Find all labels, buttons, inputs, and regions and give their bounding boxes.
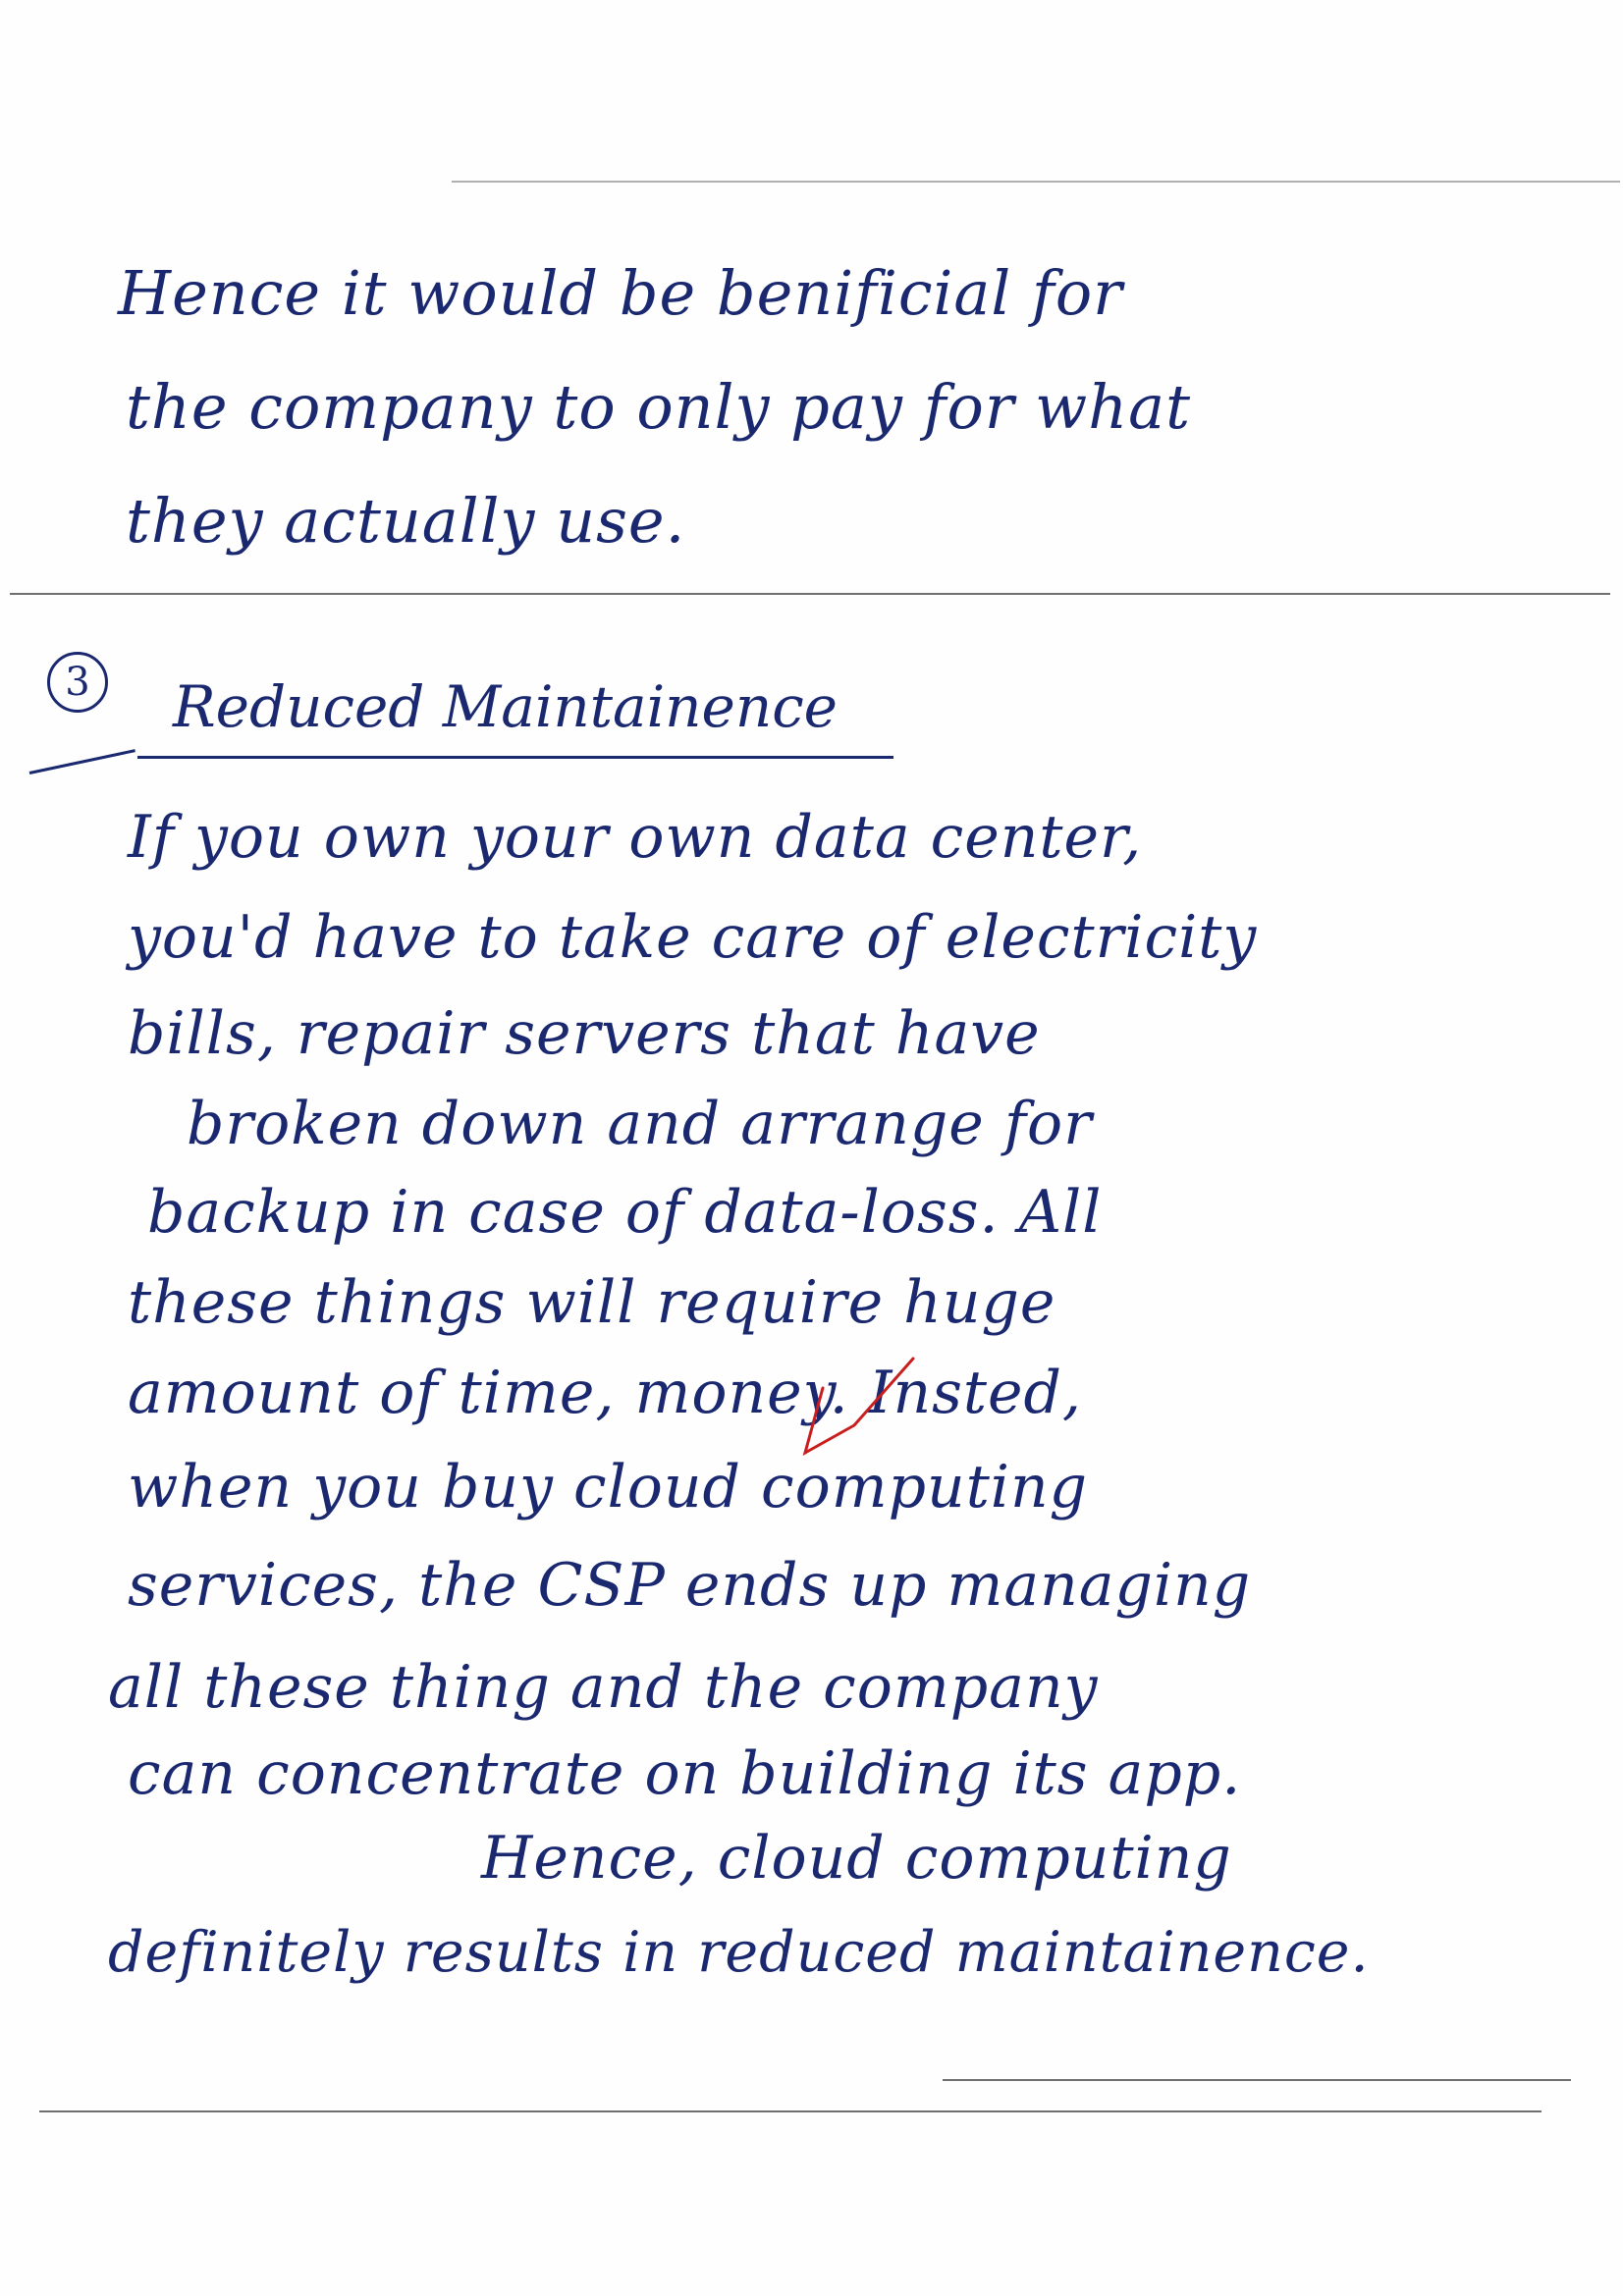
body-line-8: when you buy cloud computing xyxy=(128,1453,1089,1522)
body-line-10: all these thing and the company xyxy=(108,1653,1099,1722)
body-line-3: bills, repair servers that have xyxy=(128,999,1041,1068)
body-line-13: definitely results in reduced maintainence. xyxy=(108,1920,1370,1985)
intro-line-3: they actually use. xyxy=(126,485,686,557)
section-number: 3 xyxy=(47,652,108,713)
body-line-12: Hence, cloud computing xyxy=(481,1824,1232,1893)
body-line-11: can concentrate on building its app. xyxy=(128,1739,1242,1808)
body-line-5: backup in case of data-loss. All xyxy=(147,1178,1103,1247)
intro-line-2: the company to only pay for what xyxy=(126,371,1192,443)
bottom-rule-long xyxy=(39,2110,1542,2112)
intro-line-1: Hence it would be benificial for xyxy=(118,257,1123,329)
body-line-4: broken down and arrange for xyxy=(187,1090,1093,1158)
correction-tick-stroke xyxy=(805,1359,913,1453)
body-line-6: these things will require huge xyxy=(128,1268,1056,1337)
body-line-1: If you own your own data center, xyxy=(128,803,1143,872)
body-line-7: amount of time, money. Insted, xyxy=(128,1359,1082,1427)
body-line-9: services, the CSP ends up managing xyxy=(128,1551,1252,1620)
section-heading: Reduced Maintainence xyxy=(173,673,838,740)
body-line-2: you'd have to take care of electricity xyxy=(128,903,1258,972)
bottom-rule-short xyxy=(943,2079,1571,2081)
